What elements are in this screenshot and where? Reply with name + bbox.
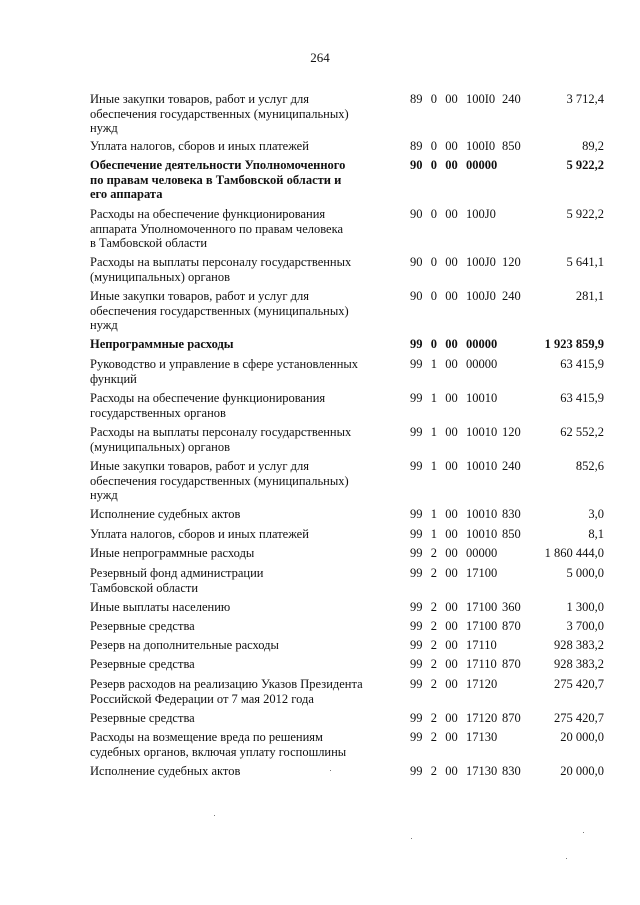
row-sum: 1 300,0 [566, 600, 604, 614]
row-vr: 120 [502, 425, 521, 439]
row-code: 99 2 00 17110 [410, 657, 497, 671]
row-code: 99 1 00 10010 [410, 507, 498, 521]
row-code: 90 0 00 100J0 [410, 207, 496, 221]
row-sum: 89,2 [582, 139, 604, 153]
row-code: 99 2 00 17100 [410, 600, 498, 614]
scan-speck [330, 770, 331, 771]
row-name: Непрограммные расходы [90, 337, 234, 351]
row-code: 90 0 00 100J0 [410, 289, 496, 303]
row-code: 99 2 00 17110 [410, 638, 497, 652]
row-sum: 5 922,2 [566, 158, 604, 172]
row-vr: 870 [502, 711, 521, 725]
row-name: Резервный фонд администрации Тамбовской области [90, 566, 264, 595]
row-vr: 830 [502, 764, 521, 778]
row-name: Иные закупки товаров, работ и услуг для обеспечения государственных (муниципальных) нужд [90, 289, 349, 333]
scan-speck [566, 858, 567, 859]
row-sum: 5 641,1 [566, 255, 604, 269]
row-name: Расходы на обеспечение функционирования государственных органов [90, 391, 326, 420]
row-code: 99 0 00 00000 [410, 337, 498, 351]
row-code: 99 1 00 10010 [410, 459, 498, 473]
row-sum: 5 000,0 [566, 566, 604, 580]
row-name: Обеспечение деятельности Уполномоченного по правам человека в Тамбовской области и его аппарата [90, 158, 346, 202]
row-code: 99 1 00 10010 [410, 391, 498, 405]
row-vr: 120 [502, 255, 521, 269]
row-sum: 63 415,9 [560, 391, 604, 405]
row-name: Уплата налогов, сборов и иных платежей [90, 527, 309, 541]
row-sum: 3,0 [588, 507, 604, 521]
row-name: Расходы на возмещение вреда по решениям судебных органов, включая уплату госпошлины [90, 730, 347, 759]
row-code: 99 2 00 17130 [410, 730, 498, 744]
row-sum: 852,6 [575, 459, 604, 473]
row-name: Иные выплаты населению [90, 600, 231, 614]
row-name: Исполнение судебных актов [90, 764, 241, 778]
page-number: 264 [310, 50, 330, 65]
row-code: 89 0 00 100I0 [410, 92, 496, 106]
row-code: 99 2 00 17120 [410, 677, 498, 691]
row-name: Иные непрограммные расходы [90, 546, 255, 560]
row-sum: 275 420,7 [554, 677, 604, 691]
row-code: 99 2 00 17120 [410, 711, 498, 725]
row-sum: 281,1 [575, 289, 604, 303]
row-vr: 830 [502, 507, 521, 521]
row-code: 99 1 00 10010 [410, 425, 498, 439]
row-code: 99 2 00 17100 [410, 566, 498, 580]
row-name: Иные закупки товаров, работ и услуг для обеспечения государственных (муниципальных) нужд [90, 92, 349, 136]
row-sum: 63 415,9 [560, 357, 604, 371]
row-sum: 8,1 [588, 527, 604, 541]
row-code: 89 0 00 100I0 [410, 139, 496, 153]
row-sum: 3 712,4 [566, 92, 604, 106]
row-name: Иные закупки товаров, работ и услуг для обеспечения государственных (муниципальных) нужд [90, 459, 349, 503]
row-name: Расходы на обеспечение функционирования аппарата Уполномоченного по правам человека в Тамбовской области [90, 207, 344, 251]
row-name: Расходы на выплаты персоналу государственных (муниципальных) органов [90, 425, 352, 454]
row-vr: 850 [502, 139, 521, 153]
row-vr: 850 [502, 527, 521, 541]
row-vr: 870 [502, 619, 521, 633]
row-code: 99 2 00 17130 [410, 764, 498, 778]
row-name: Уплата налогов, сборов и иных платежей [90, 139, 309, 153]
row-sum: 62 552,2 [560, 425, 604, 439]
row-sum: 1 860 444,0 [544, 546, 604, 560]
row-name: Исполнение судебных актов [90, 507, 241, 521]
row-sum: 5 922,2 [566, 207, 604, 221]
row-vr: 240 [502, 289, 521, 303]
row-name: Резерв расходов на реализацию Указов Президента Российской Федерации от 7 мая 2012 года [90, 677, 363, 706]
row-code: 90 0 00 100J0 [410, 255, 496, 269]
row-sum: 275 420,7 [554, 711, 604, 725]
row-code: 99 1 00 10010 [410, 527, 498, 541]
row-code: 99 2 00 00000 [410, 546, 498, 560]
row-vr: 240 [502, 459, 521, 473]
row-name: Резервные средства [90, 619, 195, 633]
row-name: Резервные средства [90, 711, 195, 725]
row-sum: 3 700,0 [566, 619, 604, 633]
row-sum: 20 000,0 [560, 764, 604, 778]
row-name: Расходы на выплаты персоналу государственных (муниципальных) органов [90, 255, 352, 284]
row-code: 99 1 00 00000 [410, 357, 498, 371]
row-sum: 928 383,2 [554, 638, 604, 652]
scan-speck [583, 832, 584, 833]
row-code: 99 2 00 17100 [410, 619, 498, 633]
row-vr: 240 [502, 92, 521, 106]
scan-speck [411, 838, 412, 839]
row-sum: 928 383,2 [554, 657, 604, 671]
row-vr: 360 [502, 600, 521, 614]
row-vr: 870 [502, 657, 521, 671]
row-name: Резервные средства [90, 657, 195, 671]
row-name: Руководство и управление в сфере установленных функций [90, 357, 359, 386]
row-code: 90 0 00 00000 [410, 158, 498, 172]
scan-speck [214, 815, 215, 816]
row-sum: 20 000,0 [560, 730, 604, 744]
row-sum: 1 923 859,9 [544, 337, 604, 351]
row-name: Резерв на дополнительные расходы [90, 638, 279, 652]
